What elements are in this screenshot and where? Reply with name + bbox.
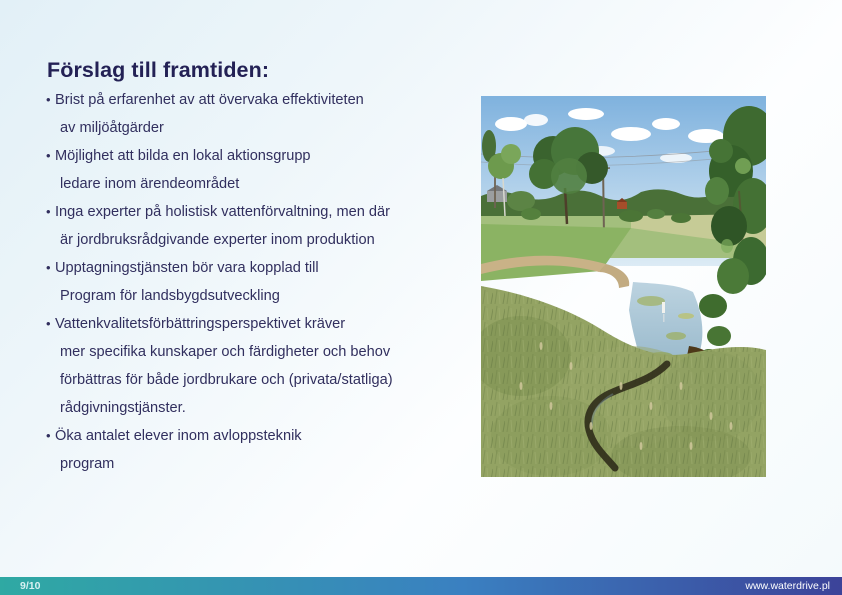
bullet-text: mer specifika kunskaper och färdigheter och behov — [60, 344, 391, 360]
river-photo — [481, 96, 766, 477]
bullet-text: av miljöåtgärder — [60, 120, 164, 136]
bullet-line — [46, 114, 461, 142]
footer-bar — [0, 577, 842, 595]
bullet-marker: • — [46, 316, 51, 331]
bullet-text: ledare inom ärendeområdet — [60, 176, 240, 192]
bullet-marker: • — [46, 260, 51, 275]
page-indicator: 9/10 — [20, 580, 41, 592]
bullet-text: program — [60, 456, 115, 472]
bullet-text: Vattenkvalitetsförbättringsperspektivet kräver — [55, 316, 346, 332]
bullet-marker: • — [46, 148, 51, 163]
bullet-line — [46, 226, 461, 254]
bullet-line — [46, 394, 461, 422]
bullet-marker: • — [46, 204, 51, 219]
foreground-reeds — [481, 286, 766, 477]
bullet-text: rådgivningstjänster. — [60, 400, 186, 416]
bullet-marker: • — [46, 428, 51, 443]
bullet-line — [46, 198, 461, 226]
bullet-line — [46, 142, 461, 170]
bullet-text: Inga experter på holistisk vattenförvaltning, men där — [55, 204, 391, 220]
bullet-text: Upptagningstjänsten bör vara kopplad till — [55, 260, 319, 276]
bullet-text: är jordbruksrådgivande experter inom produktion — [60, 232, 375, 248]
page-title: Förslag till framtiden: — [47, 58, 270, 83]
bullet-line — [46, 450, 461, 478]
bullet-line — [46, 310, 461, 338]
river-photo-illustration — [481, 96, 766, 477]
bullet-marker: • — [46, 92, 51, 107]
bullet-line — [46, 338, 461, 366]
bullet-line — [46, 86, 461, 114]
website-link[interactable]: www.waterdrive.pl — [745, 580, 830, 592]
bullet-text: Möjlighet att bilda en lokal aktionsgrupp — [55, 148, 311, 164]
bullet-line — [46, 366, 461, 394]
bullet-list — [46, 86, 461, 478]
bullet-text: förbättras för både jordbrukare och (privata/statliga) — [60, 372, 393, 388]
bullet-text: Öka antalet elever inom avloppsteknik — [55, 428, 302, 444]
bullet-line — [46, 170, 461, 198]
bullet-text: Brist på erfarenhet av att övervaka effektiviteten — [55, 92, 364, 108]
bullet-line — [46, 422, 461, 450]
bullet-text: Program för landsbygdsutveckling — [60, 288, 280, 304]
bullet-line — [46, 282, 461, 310]
bullet-line — [46, 254, 461, 282]
